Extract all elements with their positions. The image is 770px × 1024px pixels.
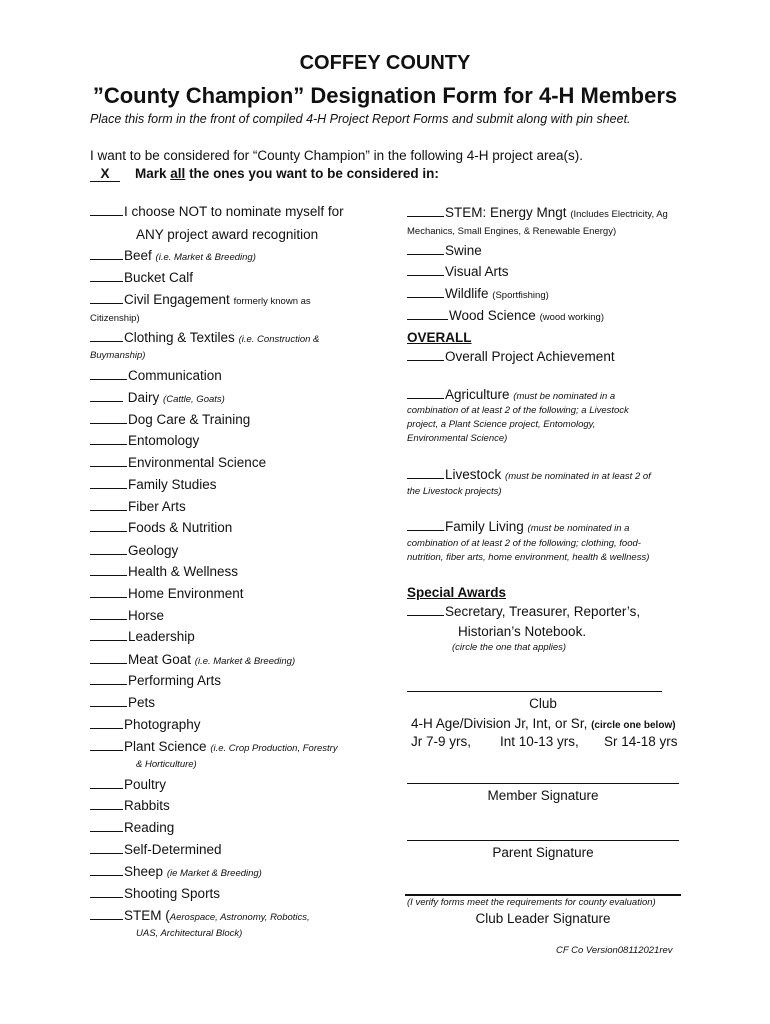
list-item-foods: Foods & Nutrition <box>90 520 232 535</box>
list-item-pets: Pets <box>90 695 155 710</box>
list-item-bucket-calf: Bucket Calf <box>90 270 193 285</box>
stem-note-cont: UAS, Architectural Block) <box>136 928 243 939</box>
agriculture-note-3: project, a Plant Science project, Entomology, <box>407 419 596 430</box>
checkbox-line[interactable] <box>90 705 127 707</box>
list-item-leadership: Leadership <box>90 629 195 644</box>
checkbox-line[interactable] <box>90 302 123 304</box>
plant-note-cont: & Horticulture) <box>136 759 197 770</box>
list-item-horse: Horse <box>90 608 164 623</box>
list-item-family: Family Studies <box>90 477 217 492</box>
list-item-wildlife: Wildlife (Sportfishing) <box>407 286 549 301</box>
list-item-plant: Plant Science (i.e. Crop Production, Forestry <box>90 739 338 754</box>
checkbox-line[interactable] <box>90 749 123 751</box>
checkbox-line[interactable] <box>407 318 448 320</box>
checkbox-line[interactable] <box>90 214 123 216</box>
list-item-photography: Photography <box>90 717 201 732</box>
list-item-shooting: Shooting Sports <box>90 886 220 901</box>
list-item-entomology: Entomology <box>90 433 199 448</box>
list-item-sheep: Sheep (ie Market & Breeding) <box>90 864 262 879</box>
club-label: Club <box>529 696 557 711</box>
list-item-civic: Civil Engagement formerly known as <box>90 292 311 307</box>
list-item-performing: Performing Arts <box>90 673 221 688</box>
age-division-label: 4-H Age/Division Jr, Int, or Sr, (circle one below) <box>411 716 676 731</box>
circle-one-note: (circle the one that applies) <box>452 642 567 653</box>
checkbox-line[interactable] <box>90 378 127 380</box>
club-line[interactable] <box>407 691 662 692</box>
checkbox-line[interactable] <box>90 487 127 489</box>
list-item-not-nominate: I choose NOT to nominate myself for <box>90 204 344 219</box>
checkbox-line[interactable] <box>407 614 444 616</box>
checkbox-line[interactable] <box>407 215 444 217</box>
checkbox-line[interactable] <box>407 253 444 255</box>
age-sr[interactable]: Sr 14-18 yrs <box>604 734 678 749</box>
member-signature-label: Member Signature <box>487 788 599 803</box>
list-item-secretary: Secretary, Treasurer, Reporter’s, <box>407 604 640 619</box>
checkbox-line[interactable] <box>90 280 123 282</box>
family-living-note-3: nutrition, fiber arts, home environment, health & wellness) <box>407 552 650 563</box>
leader-signature-label: Club Leader Signature <box>475 911 611 926</box>
checkbox-line[interactable] <box>90 808 123 810</box>
special-awards-heading: Special Awards <box>407 585 507 600</box>
list-item-reading: Reading <box>90 820 174 835</box>
list-item-geology: Geology <box>90 543 178 558</box>
list-item-not-nominate-cont: ANY project award recognition <box>136 227 319 242</box>
list-item-swine: Swine <box>407 243 482 258</box>
mark-x-field[interactable]: X <box>90 166 120 182</box>
list-item-beef: Beef (i.e. Market & Breeding) <box>90 248 256 263</box>
checkbox-line[interactable] <box>90 662 127 664</box>
checkbox-line[interactable] <box>90 258 123 260</box>
list-item-fiber: Fiber Arts <box>90 499 186 514</box>
checkbox-line[interactable] <box>407 529 444 531</box>
checkbox-line[interactable] <box>407 274 444 276</box>
leader-signature-line[interactable] <box>405 894 681 896</box>
parent-signature-line[interactable] <box>407 840 679 841</box>
checkbox-line[interactable] <box>90 596 127 598</box>
title-form: ”County Champion” Designation Form for 4-H Members <box>92 83 678 108</box>
list-item-family-living: Family Living (must be nominated in a <box>407 519 629 534</box>
list-item-livestock: Livestock (must be nominated in at least 2 of <box>407 467 651 482</box>
list-item-communication: Communication <box>90 368 222 383</box>
checkbox-line[interactable] <box>90 918 123 920</box>
checkbox-line[interactable] <box>407 296 444 298</box>
list-item-overall: Overall Project Achievement <box>407 349 615 364</box>
list-item-agriculture: Agriculture (must be nominated in a <box>407 387 615 402</box>
checkbox-line[interactable] <box>90 787 123 789</box>
energy-note-cont: Mechanics, Small Engines, & Renewable Energy) <box>407 226 617 237</box>
civic-note-cont: Citizenship) <box>90 313 140 324</box>
checkbox-line[interactable] <box>90 422 127 424</box>
title-county: COFFEY COUNTY <box>299 52 471 74</box>
subtitle-instructions: Place this form in the front of compiled 4-H Project Report Forms and submit along with pin sheet. <box>90 112 631 126</box>
list-item-clothing: Clothing & Textiles (i.e. Construction & <box>90 330 319 345</box>
verify-note: (I verify forms meet the requirements for county evaluation) <box>407 897 656 908</box>
member-signature-line[interactable] <box>407 783 679 784</box>
overall-heading: OVERALL <box>407 330 472 345</box>
checkbox-line[interactable] <box>90 400 123 402</box>
checkbox-line[interactable] <box>90 896 123 898</box>
checkbox-line[interactable] <box>90 639 127 641</box>
consideration-statement: I want to be considered for “County Champion” in the following 4-H project area(s). <box>90 148 583 163</box>
list-item-health: Health & Wellness <box>90 564 238 579</box>
age-jr[interactable]: Jr 7-9 yrs, <box>411 734 472 749</box>
list-item-home: Home Environment <box>90 586 244 601</box>
checkbox-line[interactable] <box>90 830 123 832</box>
agriculture-note-2: combination of at least 2 of the following; a Livestock <box>407 405 629 416</box>
checkbox-line[interactable] <box>90 574 127 576</box>
checkbox-line[interactable] <box>90 443 127 445</box>
list-item-stem: STEM (Aerospace, Astronomy, Robotics, <box>90 908 310 923</box>
list-item-visual: Visual Arts <box>407 264 509 279</box>
agriculture-note-4: Environmental Science) <box>407 433 508 444</box>
checkbox-line[interactable] <box>90 683 127 685</box>
list-item-wood: Wood Science (wood working) <box>407 308 604 323</box>
historian-text: Historian’s Notebook. <box>458 624 587 639</box>
list-item-poultry: Poultry <box>90 777 166 792</box>
checkbox-line[interactable] <box>407 477 444 479</box>
list-item-dog: Dog Care & Training <box>90 412 250 427</box>
clothing-note-cont: Buymanship) <box>90 350 146 361</box>
age-int[interactable]: Int 10-13 yrs, <box>500 734 579 749</box>
checkbox-line[interactable] <box>90 465 127 467</box>
checkbox-line[interactable] <box>407 359 444 361</box>
checkbox-line[interactable] <box>90 874 123 876</box>
checkbox-line[interactable] <box>90 340 123 342</box>
checkbox-line[interactable] <box>90 618 127 620</box>
checkbox-line[interactable] <box>90 553 127 555</box>
list-item-meat-goat: Meat Goat (i.e. Market & Breeding) <box>90 652 295 667</box>
list-item-dairy: Dairy (Cattle, Goats) <box>90 390 225 405</box>
checkbox-line[interactable] <box>90 852 123 854</box>
version-label: CF Co Version08112021rev <box>556 945 673 956</box>
family-living-note-2: combination of at least 2 of the following; clothing, food- <box>407 538 641 549</box>
list-item-self-determined: Self-Determined <box>90 842 222 857</box>
checkbox-line[interactable] <box>90 509 127 511</box>
checkbox-line[interactable] <box>90 727 123 729</box>
checkbox-line[interactable] <box>407 397 444 399</box>
mark-instruction: X Mark all the ones you want to be considered in: <box>90 166 439 182</box>
list-item-envsci: Environmental Science <box>90 455 266 470</box>
livestock-note-2: the Livestock projects) <box>407 486 502 497</box>
checkbox-line[interactable] <box>90 530 127 532</box>
list-item-energy: STEM: Energy Mngt (Includes Electricity, Ag <box>407 205 668 220</box>
parent-signature-label: Parent Signature <box>492 845 594 860</box>
list-item-rabbits: Rabbits <box>90 798 170 813</box>
